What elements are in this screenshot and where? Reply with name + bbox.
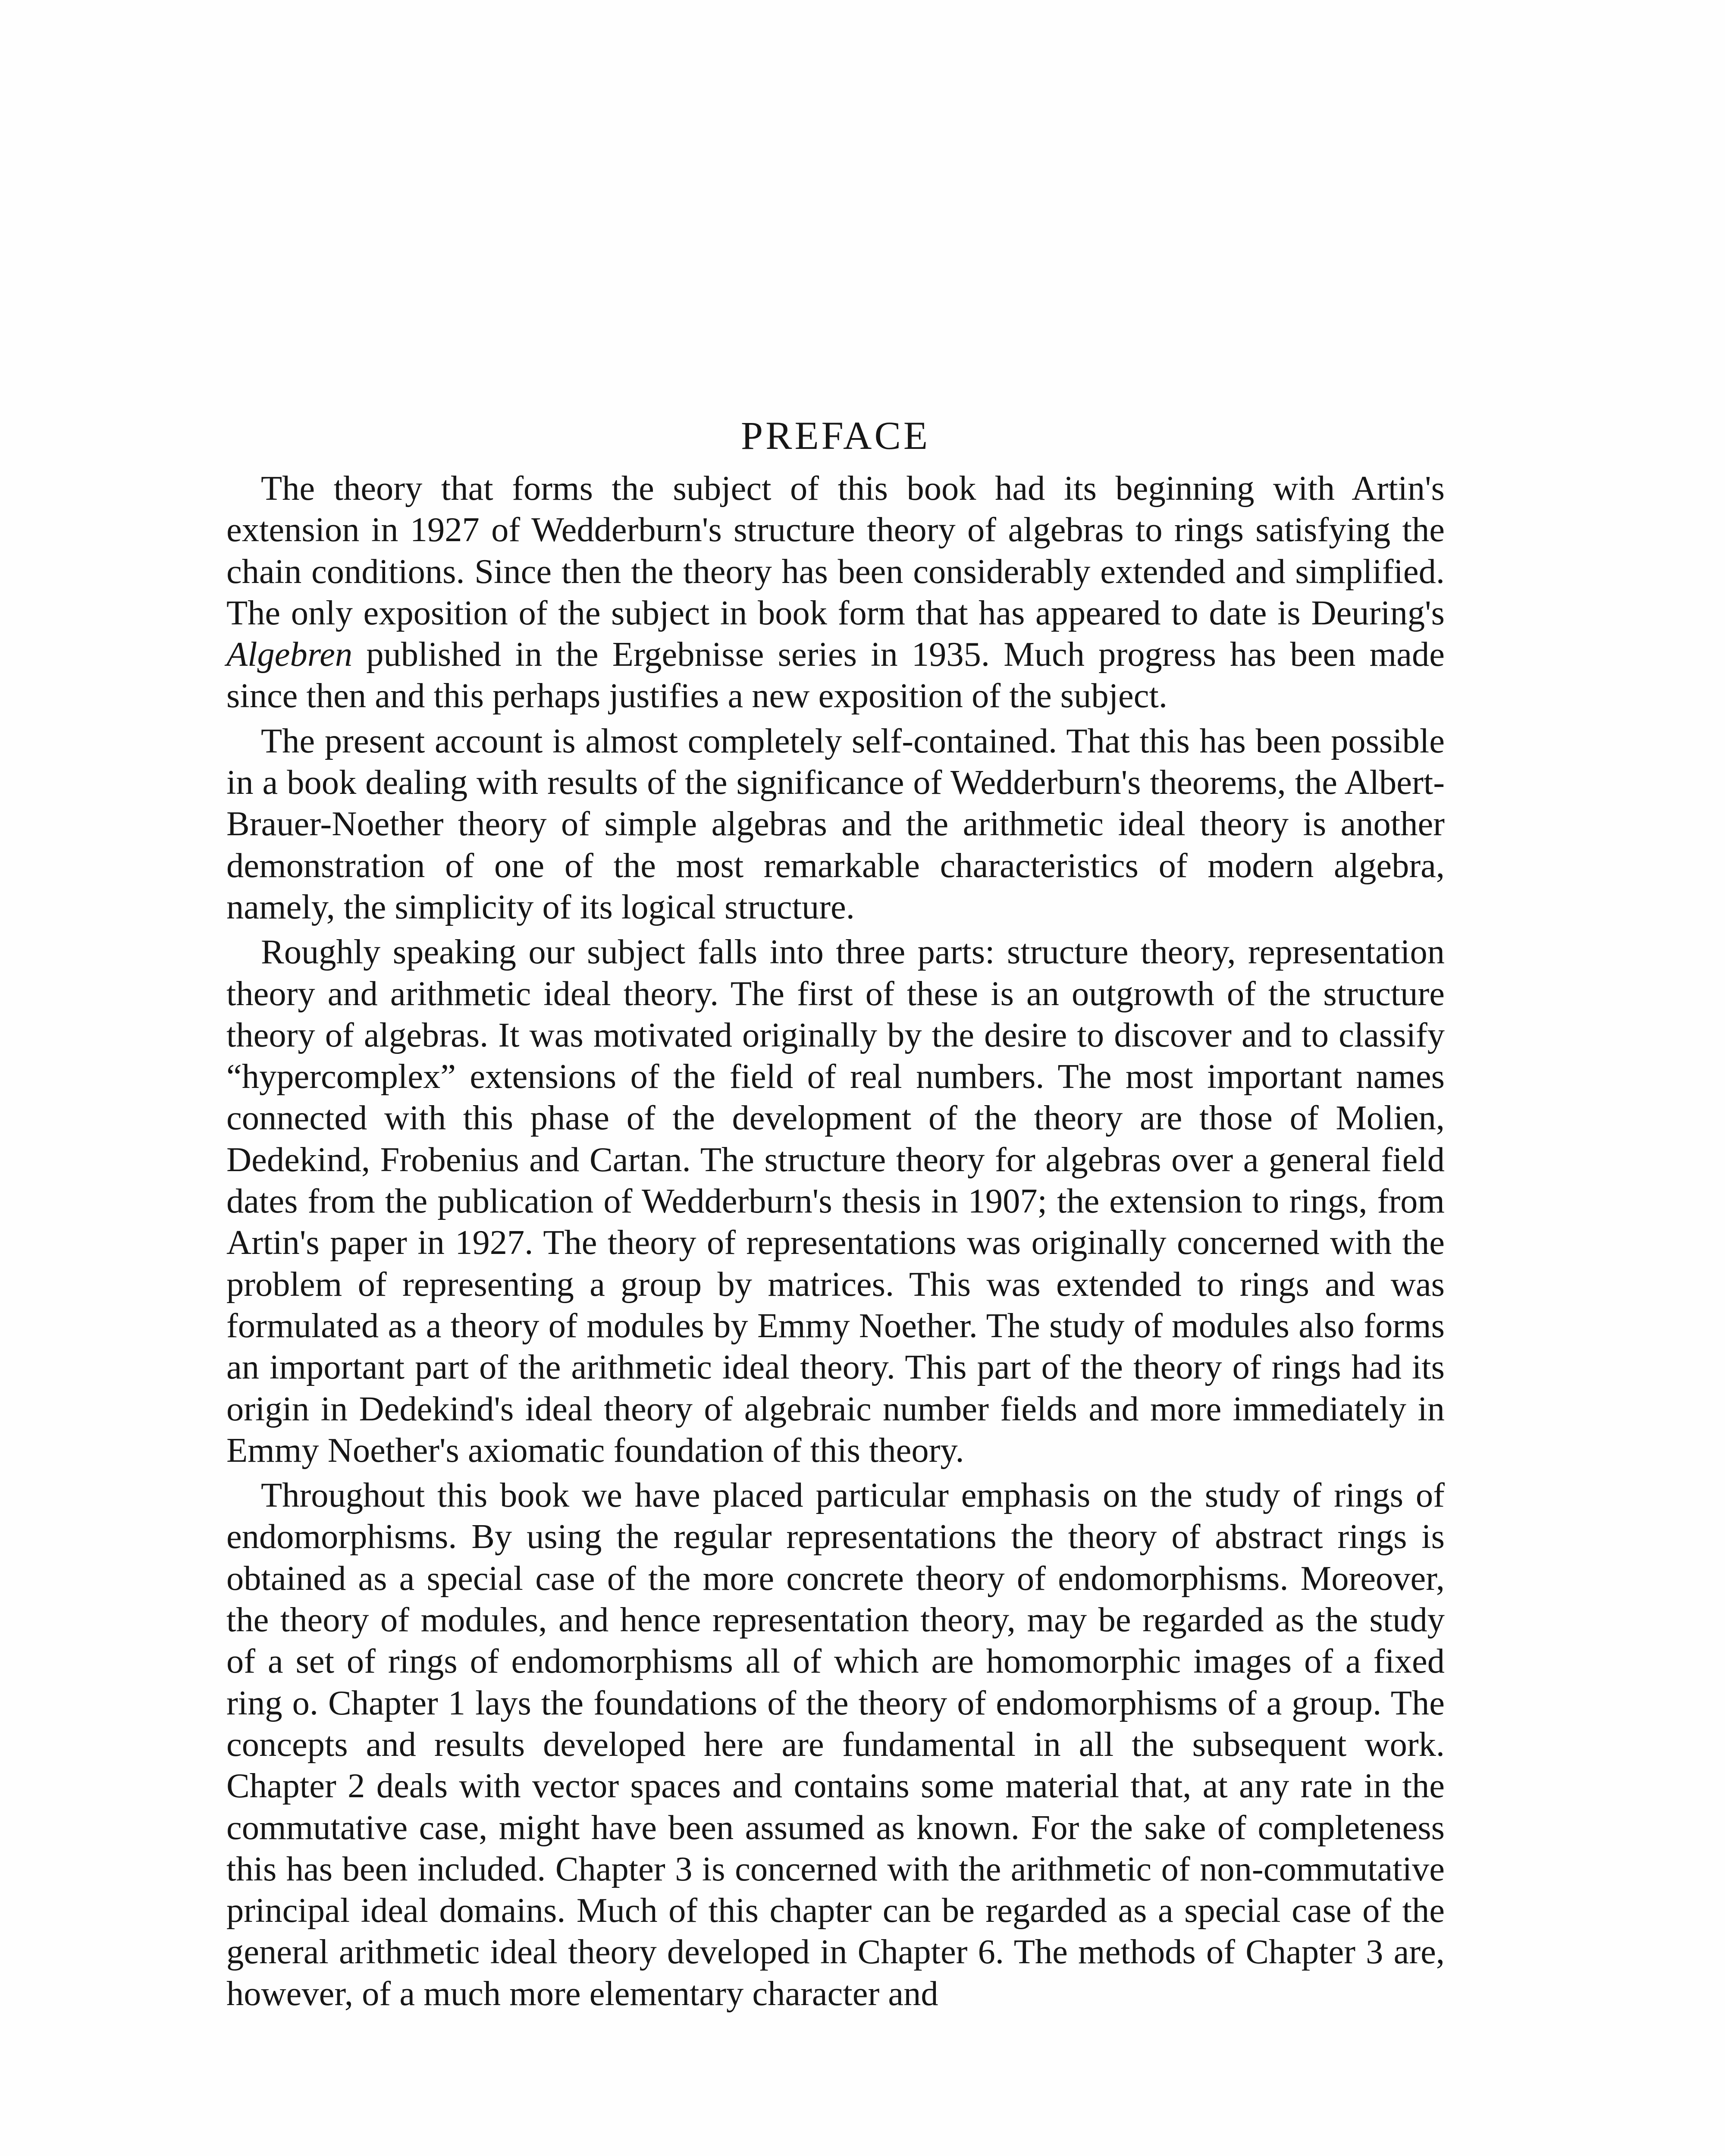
preface-paragraph-4 (226, 1475, 1445, 2015)
paragraph-text: The present account is almost completely self-contained. That this has been possible in a book dealing with results of the significance of Wedderburn's theorems, the Albert-Brauer-Noether theory of simple algebras and the arithmetic ideal theory is another demonstration of one of the most remarkable characteristics of modern algebra, namely, the simplicity of its logical structure. (226, 721, 1445, 926)
paragraph-text: Roughly speaking our subject falls into three parts: structure theory, representation theory and arithmetic ideal theory. The first of these is an outgrowth of the structure theory of algebras. It was motivated originally by the desire to discover and to classify “hypercomplex” extensions of the field of real numbers. The most important names connected with this phase of the development of the theory are those of Molien, Dedekind, Frobenius and Cartan. The structure theory for algebras over a general field dates from the publication of Wedderburn's thesis in 1907; the extension to rings, from Artin's paper in 1927. The theory of representations was originally concerned with the problem of representing a group by matrices. This was extended to rings and was formulated as a theory of modules by Emmy Noether. The study of modules also forms an important part of the arithmetic ideal theory. This part of the theory of rings had its origin in Dedekind's ideal theory of algebraic number fields and more immediately in Emmy Noether's axiomatic foundation of this theory. (226, 933, 1445, 1470)
page-title: PREFACE (740, 414, 931, 458)
paragraph-text: The theory that forms the subject of this book had its beginning with Artin's extension in 1927 of Wedderburn's structure theory of algebras to rings satisfying the chain conditions. Since then the theory has been considerably extended and simplified. The only exposition of the subject in book form that has appeared to date is Deuring's (226, 469, 1445, 632)
preface-paragraph-2 (226, 721, 1445, 928)
preface-paragraph-1 (226, 468, 1445, 717)
preface-paragraph-3 (226, 931, 1445, 1471)
book-title-italic: Algebren (226, 635, 353, 674)
paragraph-text: published in the Ergebnisse series in 1935. Much progress has been made since then and this perhaps justifies a new exposition of the subject. (226, 635, 1445, 715)
page-body (226, 412, 1445, 2018)
paragraph-text: Throughout this book we have placed particular emphasis on the study of rings of endomorphisms. By using the regular representations the theory of abstract rings is obtained as a special case of the more concrete theory of endomorphisms. Moreover, the theory of modules, and hence representation theory, may be regarded as the study of a set of rings of endomorphisms all of which are homomorphic images of a fixed ring ο. Chapter 1 lays the foundations of the theory of endomorphisms of a group. The concepts and results developed here are fundamental in all the subsequent work. Chapter 2 deals with vector spaces and contains some material that, at any rate in the commutative case, might have been assumed as known. For the sake of completeness this has been included. Chapter 3 is concerned with the arithmetic of non-commutative principal ideal domains. Much of this chapter can be regarded as a special case of the general arithmetic ideal theory developed in Chapter 6. The methods of Chapter 3 are, however, of a much more elementary character and (226, 1476, 1445, 2013)
